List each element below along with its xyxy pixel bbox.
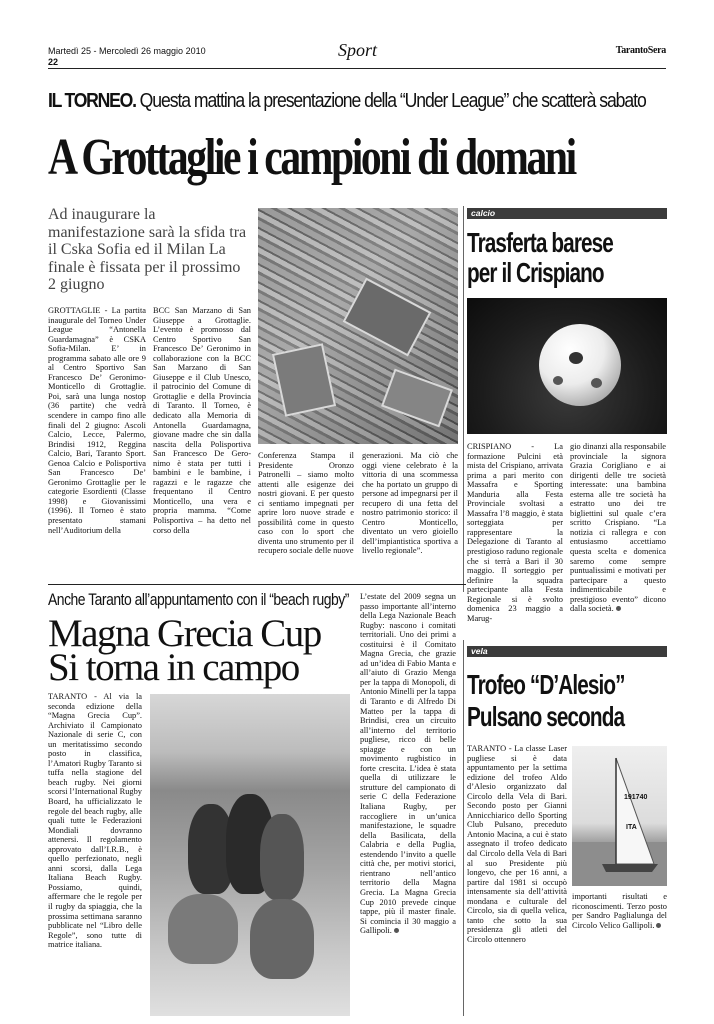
main-column-4: generazioni. Ma ciò che oggi viene celebrato è la vittoria di una scommessa che ha portato un gruppo di persone ad impegnarsi per il recupero di una fetta del nostro patrimonio storico: il Centro Monticello, diventato un vero gioiello dell’impiantistica sportiva a livello regionale”. bbox=[362, 451, 458, 556]
sail-country: ITA bbox=[626, 824, 637, 831]
column-divider bbox=[463, 640, 464, 1016]
vela-headline-1: Trofeo “D’Alesio” bbox=[467, 669, 625, 700]
main-column-1: GROTTAGLIE - La partita inaugurale del Torneo Under League “Antonella Guardamagna” è CSKA Sofia-Milan. E’ in programma sabato alle ore 9 al Centro Sportivo San Francesco De’ Geronimo-Monticello di Grottaglie. Poi, sarà una lunga nostop (36 partite) che vedrà scendere in campo fino alle finali del 2 giugno: Ascoli Calcio, Lecce, Palermo, Brindisi 1912, Reggina Calcio, Bari, Taranto Sport. Genoa Calcio e Polisportiva San Francesco De’ Geronimo Grottaglie per le categorie Esordienti (Classe 1998) e Giovanissimi (1996). Il Torneo è stato presentato stamani nell’Auditorium della bbox=[48, 306, 146, 535]
football-photo bbox=[467, 298, 667, 434]
ball-panel bbox=[569, 352, 583, 364]
aerial-field bbox=[381, 369, 453, 428]
magna-headline-1: Magna Grecia Cup bbox=[48, 612, 321, 655]
vela-headline-2: Pulsano seconda bbox=[467, 701, 625, 732]
main-column-3: Conferenza Stampa il Presidente Oronzo Patronelli – siamo molto attenti alle esigenze dei nostri giovani. E per questo ci sentiamo impegnati per aprire loro nuove strade e possibilità come in questo caso con lo sport che diventa uno strumento per il recupero sociale delle nuove bbox=[258, 451, 354, 556]
section-title: Sport bbox=[338, 40, 378, 60]
main-column-2: BCC San Marzano di San Giuseppe a Grottaglie. L’evento è promosso dal Centro Sportivo San Francesco De’ Geronimo in collaborazione con la BCC San Marzano di San Giuseppe e il Club Unesco, il patrocinio del Comune di Grottaglie e della Provincia di Taranto. Il Torneo, è dedicato alla Memoria di Antonella Guardamagna, giovane madre che sin dalla nascita della Polisportiva San Francesco De Gero-nimo è stata per tutti i bambini e le bambine, i ragazzi e le ragazze che frequentano il Centro Monticello, una vera e propria mamma. “Come Polisportiva – ha detto nel corso della bbox=[153, 306, 251, 535]
crispiano-column-2-text: gio dinanzi alla responsabile provinciale la signora Grazia Corigliano e ai dirigenti delle tre società interessate: una bambina esterna alle tre società ha estratto uno dei tre bigliettini sul quale c’era scritto Crispiano. “La notizia ci rallegra e con entusiasmo accettiamo questa scelta e domenica saremo come sempre puntualissimi e motivati per partecipare a questo indimenticabile e prestigioso evento” dicono dalla società. bbox=[570, 442, 666, 614]
crispiano-column-1: CRISPIANO - La formazione Pulcini età mista del Crispiano, arrivata prima a pari merito con Massafra e Sporting Manduria alla Festa Provinciale svoltasi a Massafra l’8 maggio, è stata sorteggiata per rappresentare la Delegazione di Taranto al prestigioso raduno regionale che si terrà a Bari il 30 maggio. Il sorteggio per definire la squadra partecipante alla Festa Regionale si è svolto domenica 23 maggio a Marug- bbox=[467, 442, 563, 623]
aerial-field bbox=[272, 343, 336, 416]
football bbox=[539, 324, 621, 406]
newspaper-logo: TarantoSera bbox=[615, 45, 666, 56]
vela-column-2-text: importanti risultati e riconoscimenti. Terzo posto per Sandro Paglialunga del Circolo Velico Gallipoli. bbox=[572, 892, 667, 930]
crispiano-headline-2: per il Crispiano bbox=[467, 257, 604, 288]
sail-number: 191740 bbox=[624, 794, 648, 801]
magna-kicker: Anche Taranto all’appuntamento con il “beach rugby” bbox=[48, 590, 349, 609]
vela-column-1: TARANTO - La classe Laser pugliese si è data appuntamento per la settima edizione del trofeo Aldo d’Alesio organizzato dal Circolo della Vela di Bari. Secondo posto per Gianni Annicchiarico dello Sporting Club Pulsano, preceduto Antonio Macina, a cui è stato assegnato il trofeo dedicato dal Circolo della Vela di Bari al suo Presidente più longevo, che per 16 anni, a partire dal 1981 si occupò intensamente sia dell’attività mondana e culturale del Circolo, sia di quella velica, tanto che sotto la sua presidenza gli atleti del Circolo ottennero bbox=[467, 744, 567, 944]
section-rule bbox=[48, 584, 466, 585]
end-of-article-icon bbox=[616, 606, 621, 611]
rugby-player bbox=[260, 814, 304, 900]
main-headline: A Grottaglie i campioni di domani bbox=[48, 129, 575, 186]
header-rule bbox=[48, 68, 666, 69]
vela-column-2 bbox=[572, 892, 667, 1016]
kicker-lead: IL TORNEO. bbox=[48, 90, 136, 112]
crispiano-column-2 bbox=[570, 442, 666, 614]
ball-panel bbox=[553, 376, 563, 385]
column-divider bbox=[463, 206, 464, 592]
magna-column-1: TARANTO - Al via la seconda edizione della “Magna Grecia Cup”. Archiviato il Campionato Nazionale di serie C, con un meritatissimo secondo posto in classifica, l’Amatori Rugby Taranto si tuffa nella stagione del beach rugby. Nei giorni scorsi l’International Rugby Board, ha ufficializzato le regole del beach rugby, alle quali tutte le Federazioni Mondiali dovranno attenersi. Il regolamento approvato dall’I.R.B., è quello perfezionato, negli anni scorsi, dalla Lega Italiana Beach Rugby. Possiamo, quindi, affermare che le regole per il rugby da spiaggia, che la prossima settimana saranno pubblicate nel “Libro delle Regole”, sono tutte di matrice italiana. bbox=[48, 692, 142, 950]
magna-column-2 bbox=[360, 592, 456, 1016]
kicker-text: Questa mattina la presentazione della “Under League” che scatterà sabato bbox=[139, 90, 646, 112]
magna-headline-2: Si torna in campo bbox=[48, 646, 299, 689]
main-subhead: Ad inaugurare la manifestazione sarà la sfida tra il Cska Sofia ed il Milan La finale è fissata per il prossimo 2 giugno bbox=[48, 206, 247, 293]
section-tag-calcio: calcio bbox=[467, 208, 667, 219]
aerial-photo bbox=[258, 208, 458, 444]
rugby-player bbox=[168, 894, 238, 964]
sailboat-icon bbox=[572, 746, 667, 886]
rugby-player bbox=[250, 899, 314, 979]
section-tag-vela: vela bbox=[467, 646, 667, 657]
end-of-article-icon bbox=[656, 923, 661, 928]
sailboat-photo bbox=[572, 746, 667, 886]
issue-date: Martedì 25 - Mercoledì 26 maggio 2010 bbox=[48, 46, 206, 56]
magna-column-2-text: L’estate del 2009 segna un passo importante all’interno della Lega Nazionale Beach Rugby: nascono i comitati territoriali. Uno dei primi a costituirsi è il Comitato Magna Grecia, che grazie ad un’idea di Fabio Manta e all’aiuto di Grazio Menga per la tappa di Monopoli, di Antonio Minelli per la tappa di Taranto e di Alfredo Di Matteo per la tappa di Brindisi, crea un circuito all’interno del territorio pugliese, ricco di belle spiagge e con un movimento rugbistico in forte crescita. L’idea è stata quella di utilizzare le strutture del campionato di serie C della Federazione Italiana Rugby, per raccogliere in un’unica manifestazione, le squadre della Basilicata, della Calabria e della Puglia, estendendo l’invito a quelle città che, per motivi storici, rientrano nell’antico territorio della Magna Grecia. La Magna Grecia Cup 2010 prevede cinque tappe, più il master finale. Si comincia il 30 maggio a Gallipoli. bbox=[360, 592, 456, 936]
beach-rugby-photo bbox=[150, 694, 350, 1016]
aerial-field bbox=[343, 278, 432, 357]
main-kicker bbox=[48, 90, 646, 113]
page-number: 22 bbox=[48, 57, 59, 67]
crispiano-headline-1: Trasferta barese bbox=[467, 227, 613, 258]
end-of-article-icon bbox=[394, 928, 399, 933]
ball-panel bbox=[591, 378, 602, 388]
